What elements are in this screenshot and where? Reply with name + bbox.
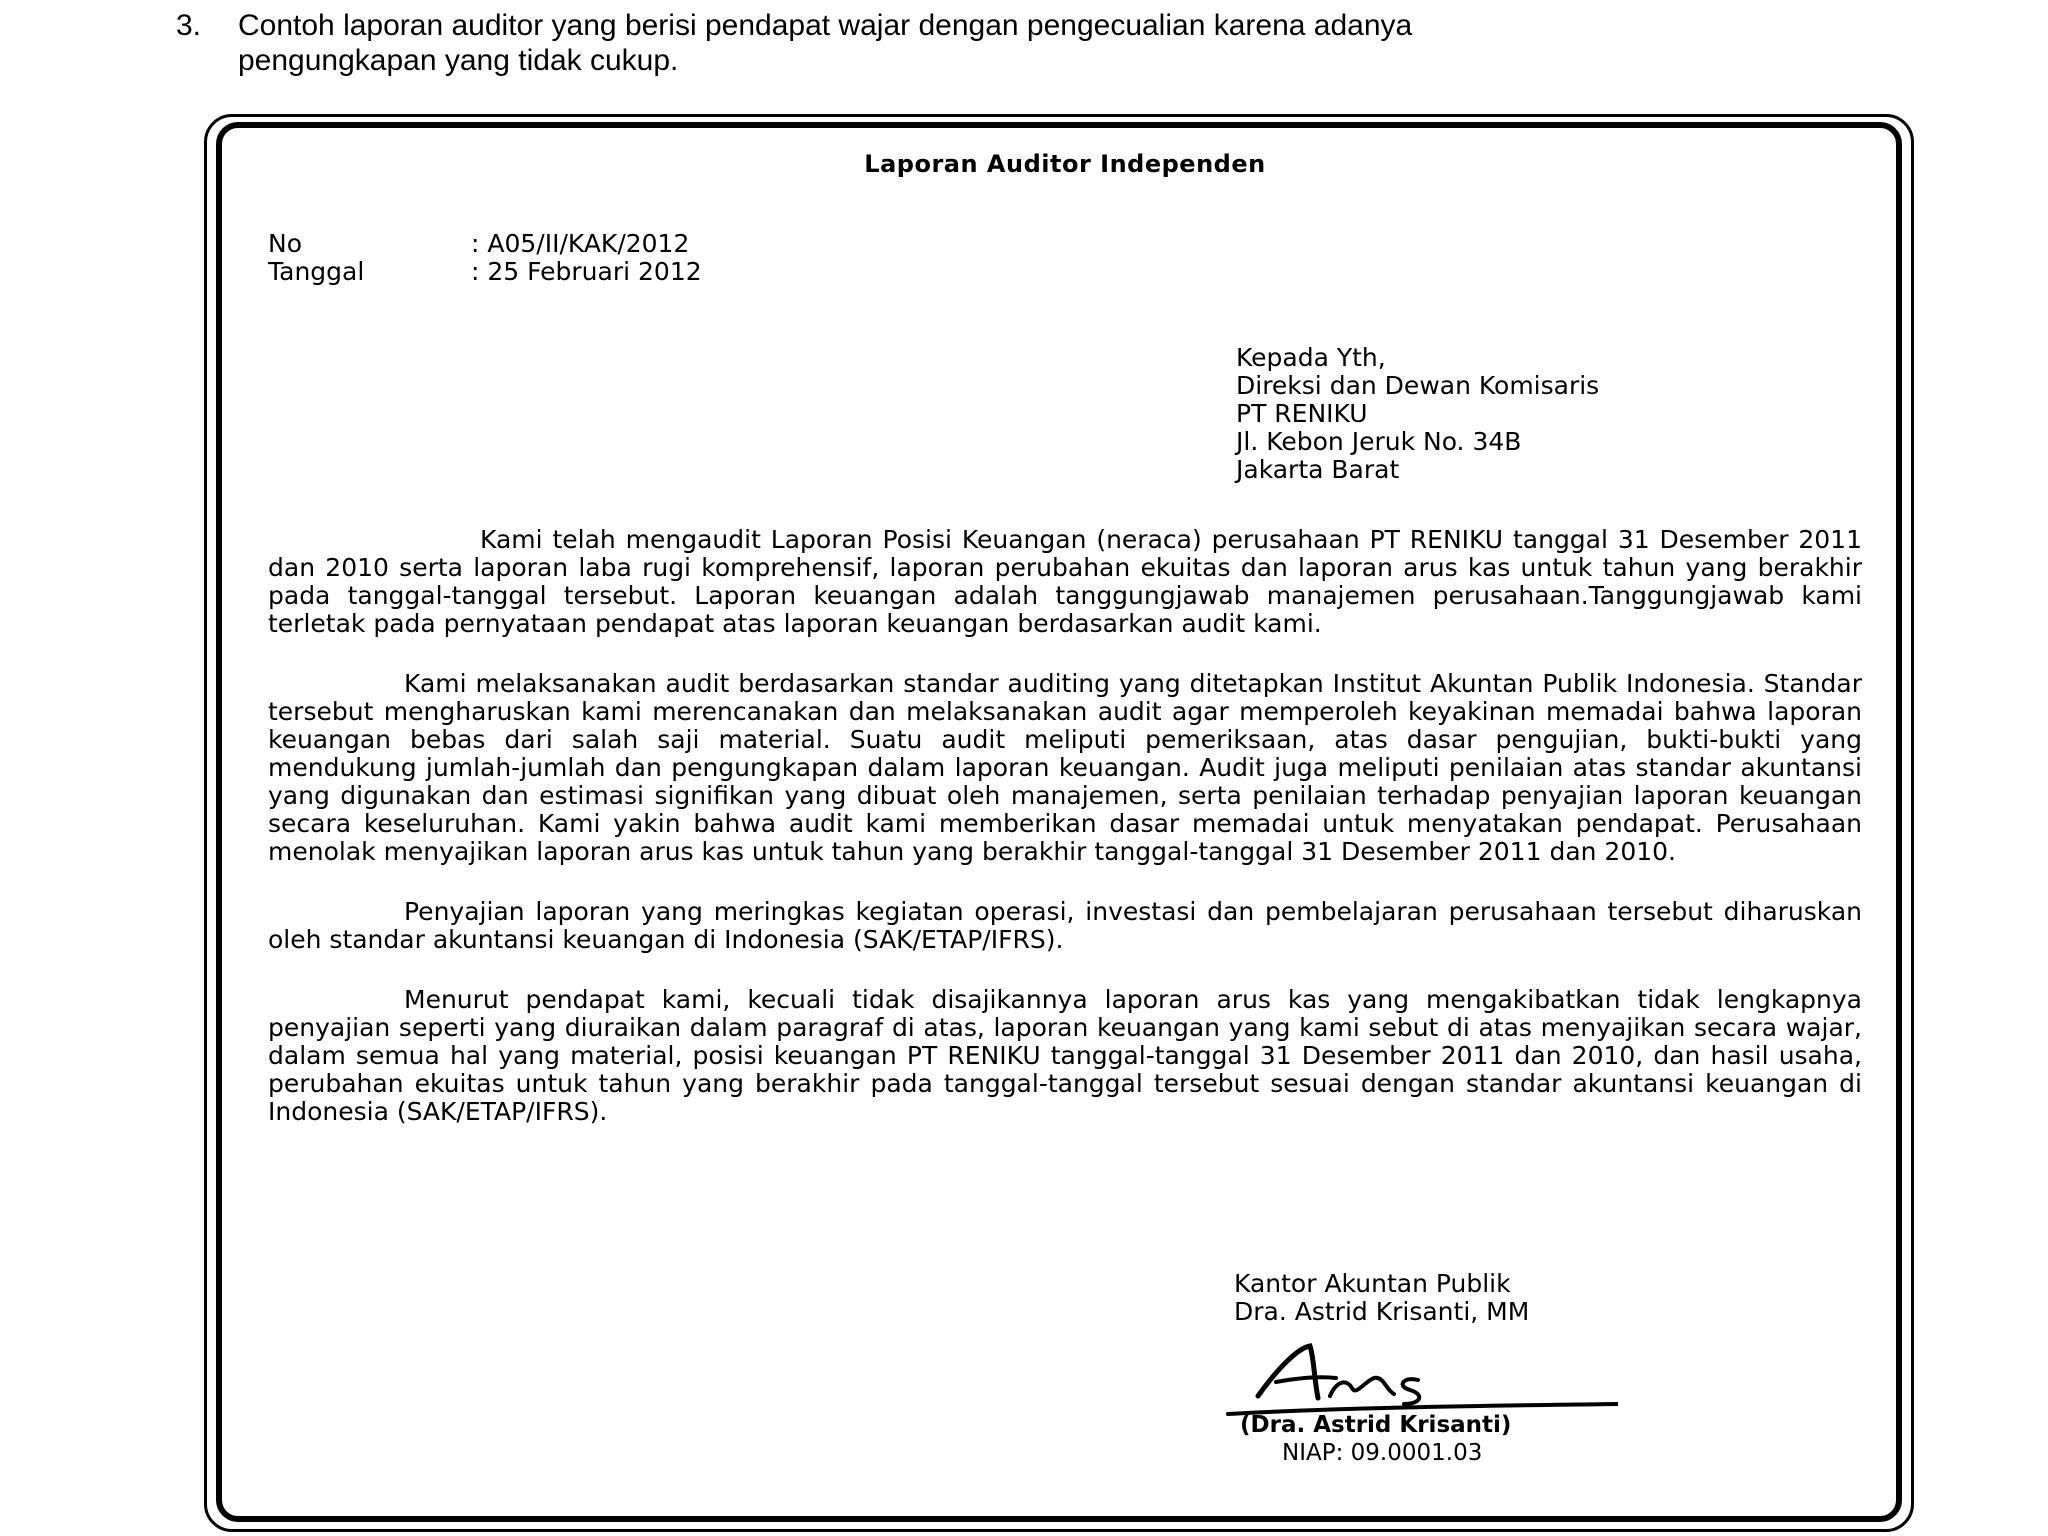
signoff-firm: Kantor Akuntan Publik <box>1234 1269 1511 1298</box>
paragraph-disclosure: Penyajian laporan yang meringkas kegiatan operasi, investasi dan pembelajaran perusahaan tersebut diharuskan oleh standar akuntansi keuangan di Indonesia (SAK/ETAP/IFRS). <box>268 897 1862 954</box>
signoff-name: Dra. Astrid Krisanti, MM <box>1234 1297 1530 1326</box>
heading-number: 3. <box>176 9 202 42</box>
audit-letter <box>268 150 1862 1126</box>
address-line: Direksi dan Dewan Komisaris <box>1236 371 1600 400</box>
meta-date-value: : 25 Februari 2012 <box>471 257 702 286</box>
meta-row-date <box>268 258 1862 286</box>
meta-date-label: Tanggal <box>268 257 365 286</box>
paragraph-audit-standards: Kami melaksanakan audit berdasarkan standar auditing yang ditetapkan Institut Akuntan Publik Indonesia. Standar tersebut mengharuskan kami merencanakan dan melaksanakan audit agar memperoleh keyakinan memadai bahwa laporan keuangan bebas dari salah saji material. Suatu audit meliputi pemeriksaan, atas dasar pengujian, bukti-bukti yang mendukung jumlah-jumlah dan pengungkapan dalam laporan keuangan. Audit juga meliputi penilaian atas standar akuntansi yang digunakan dan estimasi signifikan yang dibuat oleh manajemen, serta penilaian terhadap penyajian laporan keuangan secara keseluruhan. Kami yakin bahwa audit kami memberikan dasar memadai untuk menyatakan pendapat. Perusahaan menolak menyajikan laporan arus kas untuk tahun yang berakhir tanggal-tanggal 31 Desember 2011 dan 2010. <box>268 669 1862 866</box>
address-line: Jakarta Barat <box>1236 455 1400 484</box>
letter-meta <box>268 230 1862 286</box>
paragraph-scope: Kami telah mengaudit Laporan Posisi Keuangan (neraca) perusahaan PT RENIKU tanggal 31 Desember 2011 dan 2010 serta laporan laba rugi komprehensif, laporan perubahan ekuitas dan laporan arus kas untuk tahun yang berakhir pada tanggal-tanggal tersebut. Laporan keuangan adalah tanggungjawab manajemen perusahaan.Tanggungjawab kami terletak pada pernyataan pendapat atas laporan keuangan berdasarkan audit kami. <box>268 525 1862 638</box>
address-line: Kepada Yth, <box>1236 343 1386 372</box>
section-heading <box>176 8 1956 78</box>
heading-line-1: Contoh laporan auditor yang berisi pendapat wajar dengan pengecualian karena adanya <box>238 9 1413 42</box>
recipient-address <box>1236 344 1856 484</box>
heading-line-2: pengungkapan yang tidak cukup. <box>238 44 679 77</box>
meta-no-value: : A05/II/KAK/2012 <box>471 229 690 258</box>
address-line: Jl. Kebon Jeruk No. 34B <box>1236 427 1522 456</box>
meta-row-number <box>268 230 1862 258</box>
signoff-block <box>1234 1270 1634 1326</box>
niap-number: NIAP: 09.0001.03 <box>1282 1440 1483 1466</box>
paragraph-opinion: Menurut pendapat kami, kecuali tidak disajikannya laporan arus kas yang mengakibatkan tidak lengkapnya penyajian seperti yang diuraikan dalam paragraf di atas, laporan keuangan yang kami sebut di atas menyajikan secara wajar, dalam semua hal yang material, posisi keuangan PT RENIKU tanggal-tanggal 31 Desember 2011 dan 2010, dan hasil usaha, perubahan ekuitas untuk tahun yang berakhir pada tanggal-tanggal tersebut sesuai dengan standar akuntansi keuangan di Indonesia (SAK/ETAP/IFRS). <box>268 985 1862 1126</box>
signed-name: (Dra. Astrid Krisanti) <box>1240 1412 1512 1438</box>
address-line: PT RENIKU <box>1236 399 1368 428</box>
meta-no-label: No <box>268 229 302 258</box>
letter-title: Laporan Auditor Independen <box>864 150 1266 178</box>
